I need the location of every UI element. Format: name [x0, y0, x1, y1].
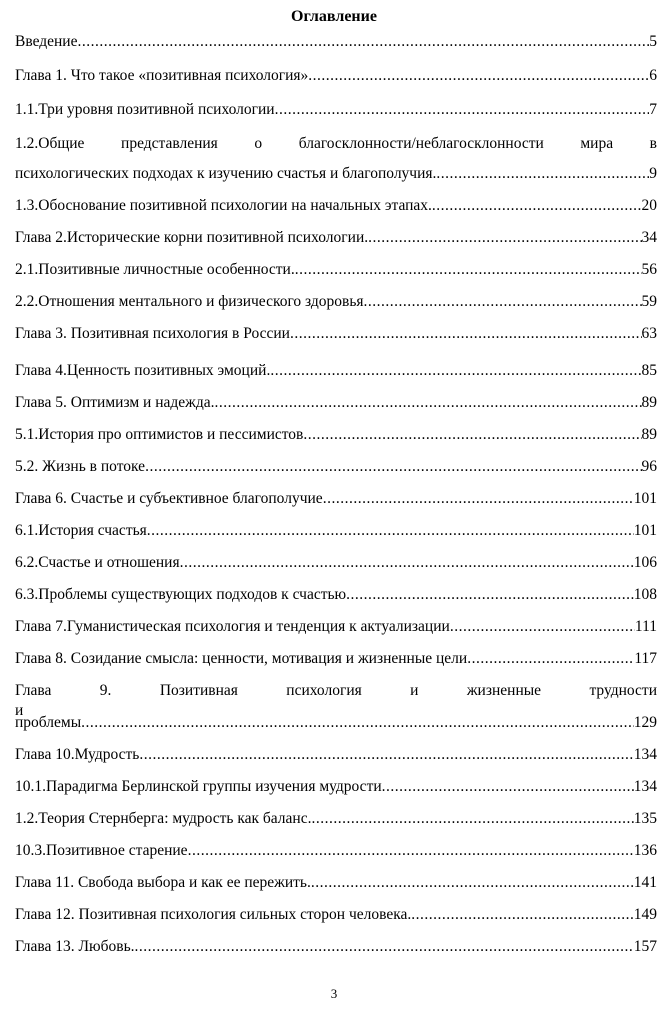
toc-entry [15, 937, 657, 957]
toc-entry-title: Глава 8. Созидание смысла: ценности, мотивация и жизненные цели [15, 650, 468, 667]
toc-leader [188, 841, 634, 861]
toc-entry [15, 457, 657, 477]
toc-leader [290, 324, 642, 344]
toc-entry [15, 196, 657, 216]
toc-entry [15, 841, 657, 861]
toc-entry-title: 2.2.Отношения ментального и физического здоровья [15, 293, 364, 310]
toc-entry-page: 89 [641, 394, 657, 411]
toc-leader [311, 873, 634, 893]
toc-entry-title: Глава 5. Оптимизм и надежда. [15, 394, 215, 411]
toc-leader [180, 553, 634, 573]
toc-leader [467, 649, 634, 669]
toc-entry-title: психологических подходах к изучению счастья и благополучия. [15, 165, 437, 182]
toc-leader [411, 905, 633, 925]
toc-entry-page: 89 [641, 426, 657, 443]
toc-entry [15, 617, 657, 637]
toc-entry-title: Глава 4.Ценность позитивных эмоций. [15, 362, 271, 379]
toc-entry-page: 9 [649, 165, 657, 182]
toc-entry [15, 745, 657, 765]
toc-entry-title: 10.1.Парадигма Берлинской группы изучения мудрости [15, 778, 382, 795]
toc-entry [15, 713, 657, 733]
toc-entry [15, 361, 657, 381]
toc-entry [15, 324, 657, 344]
toc-entry-page: 134 [633, 778, 657, 795]
toc-entry-page: 136 [633, 842, 657, 859]
toc-leader [215, 393, 642, 413]
toc-entry [15, 100, 657, 120]
toc-entry [15, 292, 657, 312]
toc-entry [15, 164, 657, 184]
toc-entry-page: 149 [633, 906, 657, 923]
toc-entry [15, 32, 657, 52]
toc-entry-title: 10.3.Позитивное старение [15, 842, 188, 859]
toc-entry-page: 111 [634, 618, 657, 635]
toc-entry [15, 553, 657, 573]
toc-leader [275, 100, 650, 120]
toc-entry-title: 1.2.Теория Стернберга: мудрость как баланс. [15, 810, 312, 827]
toc-entry-title: Глава 10.Мудрость [15, 746, 140, 763]
toc-entry-page: 129 [633, 714, 657, 731]
toc-entry-page: 59 [641, 293, 657, 310]
toc-entry [15, 425, 657, 445]
toc-entry-title: Глава 11. Свобода выбора и как ее пережить. [15, 874, 311, 891]
toc-entry-page: 117 [634, 650, 657, 667]
toc-entry-page: 7 [649, 101, 657, 118]
toc-entry-page: 101 [633, 490, 657, 507]
toc-entry-page: 5 [649, 33, 657, 50]
toc-title: Оглавление [291, 8, 377, 25]
toc-entry-page: 96 [641, 458, 657, 475]
toc-entry-title: Глава 2.Исторические корни позитивной психологии. [15, 229, 369, 246]
toc-leader [77, 32, 649, 52]
toc-leader [147, 521, 634, 541]
toc-leader [382, 777, 634, 797]
toc-entry-title: Глава 7.Гуманистическая психология и тенденция к актуализации [15, 618, 450, 635]
toc-entry [15, 489, 657, 509]
toc-entry-title: 2.1.Позитивные личностные особенности. [15, 261, 295, 278]
toc-entry [15, 809, 657, 829]
toc-entry-title: 6.3.Проблемы существующих подходов к счастью [15, 586, 347, 603]
toc-leader [346, 585, 634, 605]
toc-entry [15, 393, 657, 413]
toc-entry-page: 157 [633, 938, 657, 955]
toc-entry-line1 [15, 134, 657, 154]
toc-leader [450, 617, 635, 637]
toc-entry-page: 63 [641, 325, 657, 342]
toc-entry-page: 56 [641, 261, 657, 278]
page-number: 3 [330, 986, 338, 1001]
toc-leader [323, 489, 634, 509]
toc-entry-page: 108 [633, 586, 657, 603]
toc-entry-title: Глава 3. Позитивная психология в России [15, 325, 290, 342]
toc-entry-title: проблемы [15, 714, 82, 731]
toc-entry-title: Введение [15, 33, 78, 50]
toc-entry-page: 6 [649, 67, 657, 84]
toc-entry [15, 66, 657, 86]
toc-entry [15, 585, 657, 605]
toc-entry-title: 1.3.Обоснование позитивной психологии на начальных этапах. [15, 197, 432, 214]
toc-entry-page: 106 [633, 554, 657, 571]
toc-entry [15, 649, 657, 669]
toc-entry-title: Глава 1. Что такое «позитивная психология» [15, 67, 309, 84]
toc-entry-title: 6.2.Счастье и отношения [15, 554, 180, 571]
toc-entry-page: 135 [633, 810, 657, 827]
toc-leader [135, 937, 634, 957]
toc-entry-title: 5.1.История про оптимистов и пессимистов [15, 426, 304, 443]
toc-leader [436, 164, 649, 184]
toc-entry-title-line1: Глава 9. Позитивная психология и жизненные трудности и [15, 682, 657, 719]
toc-entry-page: 134 [633, 746, 657, 763]
toc-leader [368, 228, 641, 248]
toc-entry [15, 521, 657, 541]
toc-entry-title: Глава 13. Любовь. [15, 938, 135, 955]
toc-leader [295, 260, 642, 280]
toc-entry-page: 101 [633, 522, 657, 539]
toc-leader [432, 196, 642, 216]
toc-entry-title: Глава 6. Счастье и субъективное благополучие [15, 490, 323, 507]
toc-entry-page: 141 [633, 874, 657, 891]
toc-leader [308, 66, 649, 86]
toc-entry [15, 873, 657, 893]
toc-entry-title: 1.1.Три уровня позитивной психологии [15, 101, 275, 118]
toc-leader [81, 713, 634, 733]
toc-entry [15, 905, 657, 925]
toc-entry [15, 260, 657, 280]
toc-entry-page: 85 [641, 362, 657, 379]
toc-entry [15, 228, 657, 248]
toc-entry-title-line1: 1.2.Общие представления о благосклонности/неблагосклонности мира в [15, 135, 657, 152]
toc-entry-page: 20 [641, 197, 657, 214]
toc-entry-title: Глава 12. Позитивная психология сильных сторон человека. [15, 906, 412, 923]
toc-leader [364, 292, 642, 312]
toc-leader [139, 745, 633, 765]
toc-entry-title: 5.2. Жизнь в потоке [15, 458, 146, 475]
toc-leader [311, 809, 633, 829]
toc-entry [15, 777, 657, 797]
toc-leader [145, 457, 641, 477]
toc-entry-title: 6.1.История счастья [15, 522, 147, 539]
toc-leader [303, 425, 641, 445]
toc-leader [270, 361, 641, 381]
toc-entry-page: 34 [641, 229, 657, 246]
